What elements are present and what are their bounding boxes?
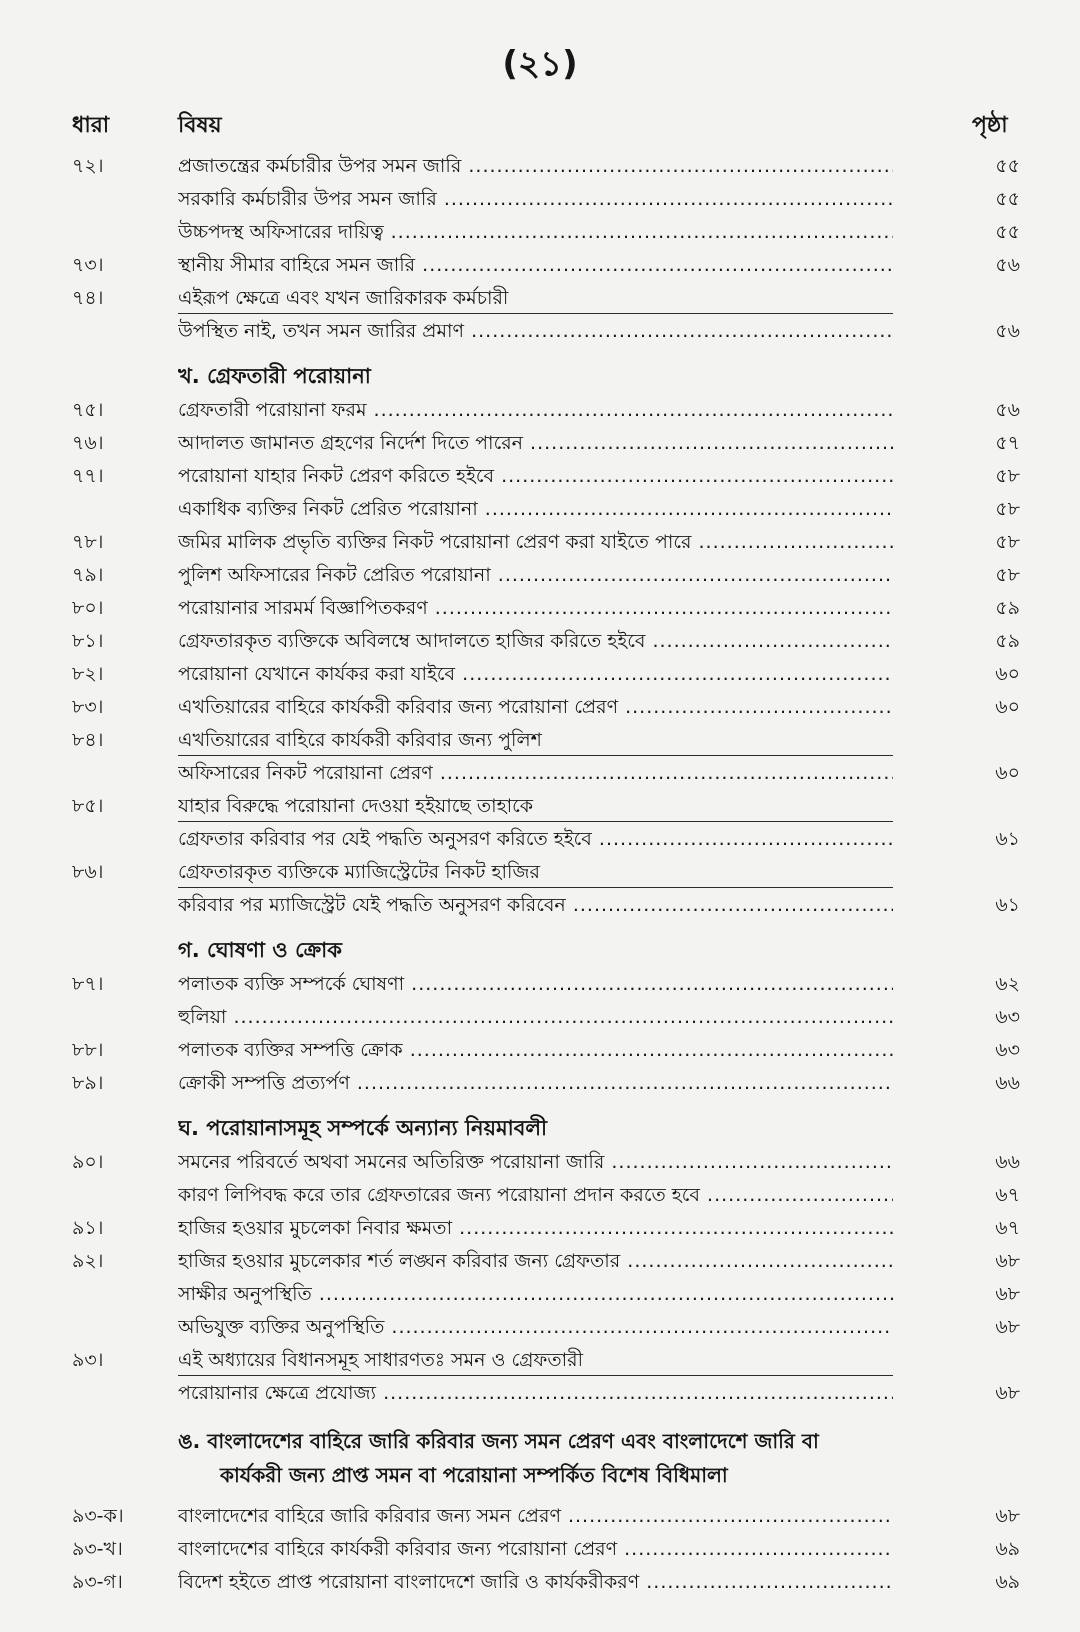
section-number: ৭২। (72, 155, 104, 177)
entry-title: পরোয়ানা যেখানে কার্যকর করা যাইবে ..... (178, 658, 893, 691)
section-heading-text: খ. গ্রেফতারী পরোয়ানা (178, 364, 371, 388)
page-ref: ৬৭ (995, 1217, 1020, 1239)
section-heading-line-1: ঙ. বাংলাদেশের বাহিরে জারি করিবার জন্য সমন প্রেরণ এবং বাংলাদেশে জারি বা (178, 1429, 819, 1453)
entry-title: পরোয়ানার সারমর্ম বিজ্ঞাপিতকরণ ..... (178, 592, 893, 625)
entry-title: এই অধ্যায়ের বিধানসমূহ সাধারণতঃ সমন ও গ্রেফতারী (178, 1344, 893, 1376)
toc-entry (0, 1179, 1080, 1212)
toc-entry (0, 1212, 1080, 1245)
toc-entry (0, 691, 1080, 724)
section-heading-line-2: কার্যকরী জন্য প্রাপ্ত সমন বা পরোয়ানা সম্পর্কিত বিশেষ বিধিমালা (220, 1463, 728, 1487)
entry-title: যাহার বিরুদ্ধে পরোয়ানা দেওয়া হইয়াছে তাহাকে (178, 790, 893, 822)
section-number: ৮০। (72, 597, 104, 619)
page-ref: ৫৮ (995, 564, 1020, 586)
toc-entry (0, 427, 1080, 460)
page-ref: ৬৬ (995, 1151, 1020, 1173)
section-number: ৮৪। (72, 729, 104, 751)
page-ref: ৬৩ (995, 1039, 1020, 1061)
page-ref: ৬১ (995, 894, 1020, 916)
page-ref: ৫৮ (995, 531, 1020, 553)
section-number: ৮১। (72, 630, 104, 652)
toc-section-heading (0, 930, 1080, 968)
section-number: ৯৩-খ। (72, 1538, 123, 1560)
toc-entry (0, 526, 1080, 559)
section-number: ৭৮। (72, 531, 104, 553)
toc-entry (0, 1344, 1080, 1377)
page-number: (২১) (502, 44, 578, 84)
entry-title: পলাতক ব্যক্তি সম্পর্কে ঘোষণা ..... (178, 968, 893, 1001)
page-ref: ৫৫ (995, 188, 1020, 210)
section-number: ৯১। (72, 1217, 104, 1239)
section-number: ৭৭। (72, 465, 104, 487)
toc-entry (0, 1034, 1080, 1067)
toc-entry (0, 889, 1080, 922)
page-ref: ৬৮ (995, 1283, 1020, 1305)
toc-section-heading (0, 1424, 1080, 1500)
toc-entry (0, 282, 1080, 315)
section-number: ৮৯। (72, 1072, 104, 1094)
column-header-subject: বিষয় (178, 113, 222, 138)
page-ref: ৫৬ (995, 254, 1020, 276)
page-ref: ৬৩ (995, 1006, 1020, 1028)
entry-title: উচ্চপদস্থ অফিসারের দায়িত্ব ..... (178, 216, 893, 249)
toc-section-heading (0, 1108, 1080, 1146)
toc-entry (0, 1245, 1080, 1278)
toc-entry (0, 625, 1080, 658)
section-number: ৭৩। (72, 254, 104, 276)
section-number: ৯৩-গ। (72, 1571, 123, 1593)
toc-entry (0, 1566, 1080, 1599)
entry-title: হাজির হওয়ার মুচলেকা নিবার ক্ষমতা ..... (178, 1212, 893, 1245)
entry-title: উপস্থিত নাই, তখন সমন জারির প্রমাণ ..... (178, 315, 893, 348)
section-number: ৮৫। (72, 795, 104, 817)
column-header-section: ধারা (72, 113, 110, 138)
entry-title: গ্রেফতার করিবার পর যেই পদ্ধতি অনুসরণ করিতে হইবে ..... (178, 823, 893, 856)
entry-title: হুলিয়া ..... (178, 1001, 893, 1034)
page-ref: ৬৬ (995, 1072, 1020, 1094)
toc-entry (0, 315, 1080, 348)
entry-title: গ্রেফতারী পরোয়ানা ফরম ..... (178, 394, 893, 427)
section-number: ৯০। (72, 1151, 104, 1173)
toc-entry (0, 1500, 1080, 1533)
section-heading-text: গ. ঘোষণা ও ক্রোক (178, 938, 342, 962)
toc-entry (0, 493, 1080, 526)
page-ref: ৬৯ (995, 1571, 1020, 1593)
page-ref: ৬০ (995, 663, 1020, 685)
toc-entry (0, 790, 1080, 823)
page-ref: ৫৯ (995, 630, 1020, 652)
entry-title: বিদেশ হইতে প্রাপ্ত পরোয়ানা বাংলাদেশে জারি ও কার্যকরীকরণ ..... (178, 1566, 893, 1599)
section-heading-text: ঘ. পরোয়ানাসমূহ সম্পর্কে অন্যান্য নিয়মাবলী (178, 1116, 548, 1140)
entry-title: একাধিক ব্যক্তির নিকট প্রেরিত পরোয়ানা ..... (178, 493, 893, 526)
toc-entry (0, 592, 1080, 625)
section-number: ৭৬। (72, 432, 104, 454)
page-ref: ৬৯ (995, 1538, 1020, 1560)
section-number: ৮৮। (72, 1039, 104, 1061)
page-ref: ৫৮ (995, 465, 1020, 487)
entry-title: বাংলাদেশের বাহিরে জারি করিবার জন্য সমন প্রেরণ ..... (178, 1500, 893, 1533)
page-ref: ৬৮ (995, 1316, 1020, 1338)
page-ref: ৫৫ (995, 221, 1020, 243)
entry-title: হাজির হওয়ার মুচলেকার শর্ত লঙ্ঘন করিবার জন্য গ্রেফতার ..... (178, 1245, 893, 1278)
entry-title: ক্রোকী সম্পত্তি প্রত্যর্পণ ..... (178, 1067, 893, 1100)
entry-title: করিবার পর ম্যাজিস্ট্রেট যেই পদ্ধতি অনুসরণ করিবেন ..... (178, 889, 893, 922)
toc-entry (0, 1001, 1080, 1034)
page-ref: ৬৮ (995, 1250, 1020, 1272)
entry-title: কারণ লিপিবদ্ধ করে তার গ্রেফতারের জন্য পরোয়ানা প্রদান করতে হবে ..... (178, 1179, 893, 1212)
entry-title: প্রজাতন্ত্রের কর্মচারীর উপর সমন জারি ..... (178, 150, 893, 183)
entry-title: এখতিয়ারের বাহিরে কার্যকরী করিবার জন্য পুলিশ (178, 724, 893, 756)
toc-entry (0, 856, 1080, 889)
entry-title: পুলিশ অফিসারের নিকট প্রেরিত পরোয়ানা ..... (178, 559, 893, 592)
toc-entry (0, 249, 1080, 282)
page-ref: ৫৬ (995, 399, 1020, 421)
toc-section-heading (0, 356, 1080, 394)
toc-entry (0, 150, 1080, 183)
section-number: ৭৪। (72, 287, 104, 309)
page-ref: ৫৭ (995, 432, 1020, 454)
section-number: ৯২। (72, 1250, 104, 1272)
entry-title: অভিযুক্ত ব্যক্তির অনুপস্থিতি ..... (178, 1311, 893, 1344)
toc-entry (0, 394, 1080, 427)
toc-entry (0, 1278, 1080, 1311)
toc-entry (0, 968, 1080, 1001)
toc-entry (0, 1067, 1080, 1100)
toc-entry (0, 1533, 1080, 1566)
section-number: ৯৩। (72, 1349, 104, 1371)
toc-entry (0, 823, 1080, 856)
entry-title: পলাতক ব্যক্তির সম্পত্তি ক্রোক ..... (178, 1034, 893, 1067)
page-ref: ৬৭ (995, 1184, 1020, 1206)
page-ref: ৬২ (995, 973, 1020, 995)
entry-title: এইরূপ ক্ষেত্রে এবং যখন জারিকারক কর্মচারী (178, 282, 893, 314)
page-ref: ৫৬ (995, 320, 1020, 342)
toc-entries (0, 150, 1080, 1599)
section-number: ৮২। (72, 663, 104, 685)
section-number: ৮৩। (72, 696, 104, 718)
toc-entry (0, 216, 1080, 249)
entry-title: সমনের পরিবর্তে অথবা সমনের অতিরিক্ত পরোয়ানা জারি ..... (178, 1146, 893, 1179)
entry-title: গ্রেফতারকৃত ব্যক্তিকে অবিলম্বে আদালতে হাজির করিতে হইবে ..... (178, 625, 893, 658)
entry-title: সরকারি কর্মচারীর উপর সমন জারি ..... (178, 183, 893, 216)
section-number: ৮৭। (72, 973, 104, 995)
toc-entry (0, 658, 1080, 691)
section-number: ৮৬। (72, 861, 104, 883)
page-ref: ৫৫ (995, 155, 1020, 177)
page-ref: ৬০ (995, 762, 1020, 784)
section-number: ৭৫। (72, 399, 104, 421)
toc-entry (0, 757, 1080, 790)
toc-entry (0, 724, 1080, 757)
page-ref: ৬০ (995, 696, 1020, 718)
entry-title: অফিসারের নিকট পরোয়ানা প্রেরণ ..... (178, 757, 893, 790)
toc-entry (0, 1311, 1080, 1344)
entry-title: পরোয়ানা যাহার নিকট প্রেরণ করিতে হইবে ..... (178, 460, 893, 493)
entry-title: সাক্ষীর অনুপস্থিতি ..... (178, 1278, 893, 1311)
toc-entry (0, 1377, 1080, 1410)
entry-title: গ্রেফতারকৃত ব্যক্তিকে ম্যাজিস্ট্রেটের নিকট হাজির (178, 856, 893, 888)
section-heading-text (178, 1424, 878, 1492)
page-ref: ৬৮ (995, 1382, 1020, 1404)
page-ref: ৬৮ (995, 1505, 1020, 1527)
page-ref: ৫৮ (995, 498, 1020, 520)
toc-entry (0, 460, 1080, 493)
page-ref: ৬১ (995, 828, 1020, 850)
entry-title: আদালত জামানত গ্রহণের নির্দেশ দিতে পারেন ..... (178, 427, 893, 460)
section-number: ৭৯। (72, 564, 104, 586)
toc-entry (0, 1146, 1080, 1179)
entry-title: স্থানীয় সীমার বাহিরে সমন জারি ..... (178, 249, 893, 282)
entry-title: এখতিয়ারের বাহিরে কার্যকরী করিবার জন্য পরোয়ানা প্রেরণ ..... (178, 691, 893, 724)
page-ref: ৫৯ (995, 597, 1020, 619)
entry-title: জমির মালিক প্রভৃতি ব্যক্তির নিকট পরোয়ানা প্রেরণ করা যাইতে পারে ..... (178, 526, 893, 559)
toc-entry (0, 559, 1080, 592)
entry-title: পরোয়ানার ক্ষেত্রে প্রযোজ্য ..... (178, 1377, 893, 1410)
toc-entry (0, 183, 1080, 216)
entry-title: বাংলাদেশের বাহিরে কার্যকরী করিবার জন্য পরোয়ানা প্রেরণ ..... (178, 1533, 893, 1566)
section-number: ৯৩-ক। (72, 1505, 124, 1527)
column-header-page: পৃষ্ঠা (972, 113, 1008, 138)
